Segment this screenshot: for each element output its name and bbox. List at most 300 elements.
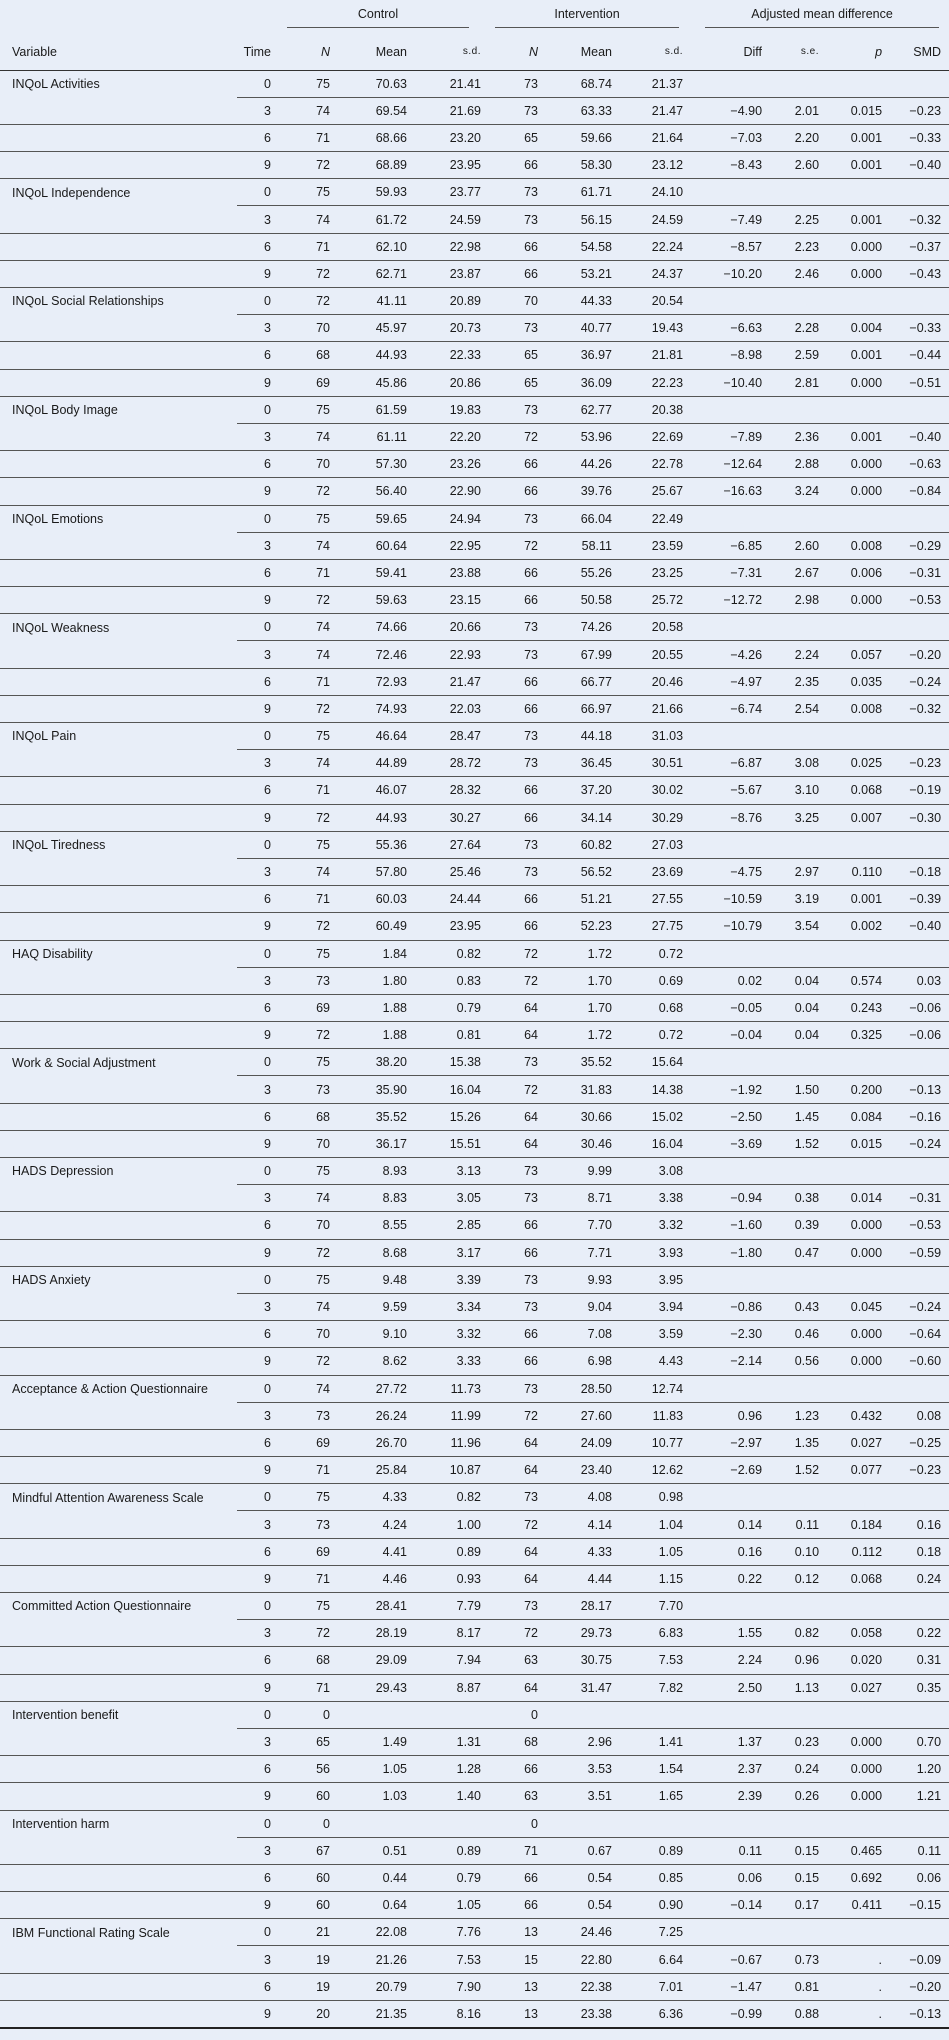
cell-diff: −6.85 <box>691 532 770 559</box>
cell-intervention-n: 73 <box>489 1185 546 1212</box>
cell-smd: −0.06 <box>890 994 949 1021</box>
cell-control-mean: 59.63 <box>338 587 415 614</box>
table-row <box>0 614 949 641</box>
variable-cell-empty <box>0 695 237 722</box>
cell-control-mean: 9.59 <box>338 1293 415 1320</box>
table-row <box>0 1185 949 1212</box>
cell-control-n: 72 <box>279 587 338 614</box>
cell-intervention-sd: 0.89 <box>620 1837 691 1864</box>
cell-diff: −6.87 <box>691 750 770 777</box>
cell-intervention-n: 73 <box>489 1266 546 1293</box>
cell-control-n: 73 <box>279 967 338 994</box>
cell-intervention-n: 66 <box>489 913 546 940</box>
cell-diff: −8.43 <box>691 152 770 179</box>
cell-time: 0 <box>237 1375 279 1402</box>
cell-intervention-sd: 0.72 <box>620 1022 691 1049</box>
cell-control-n: 71 <box>279 777 338 804</box>
cell-p <box>827 1158 890 1185</box>
variable-cell-empty <box>0 1728 237 1755</box>
cell-control-sd: 22.90 <box>415 478 489 505</box>
cell-control-sd: 22.98 <box>415 233 489 260</box>
cell-intervention-mean: 4.08 <box>546 1484 620 1511</box>
cell-se: 2.24 <box>770 641 827 668</box>
variable-cell-empty <box>0 1674 237 1701</box>
table-row <box>0 396 949 423</box>
cell-intervention-mean: 36.09 <box>546 369 620 396</box>
cell-intervention-sd: 27.55 <box>620 886 691 913</box>
cell-intervention-n: 64 <box>489 1538 546 1565</box>
cell-control-sd: 1.05 <box>415 1892 489 1919</box>
cell-se <box>770 1049 827 1076</box>
cell-control-sd: 3.13 <box>415 1158 489 1185</box>
cell-control-mean: 21.35 <box>338 2000 415 2027</box>
variable-name: HAQ Disability <box>12 946 93 961</box>
table-row <box>0 886 949 913</box>
cell-control-n: 75 <box>279 1266 338 1293</box>
cell-smd: −0.23 <box>890 1457 949 1484</box>
cell-control-sd: 19.83 <box>415 396 489 423</box>
table-row <box>0 423 949 450</box>
cell-smd: −0.33 <box>890 124 949 151</box>
cell-intervention-sd: 23.69 <box>620 858 691 885</box>
cell-diff: 2.24 <box>691 1647 770 1674</box>
cell-control-n: 69 <box>279 1538 338 1565</box>
cell-intervention-sd: 0.68 <box>620 994 691 1021</box>
cell-control-n: 74 <box>279 1293 338 1320</box>
cell-control-n: 0 <box>279 1810 338 1837</box>
cell-smd: −0.63 <box>890 451 949 478</box>
cell-diff: −5.67 <box>691 777 770 804</box>
cell-p: 0.004 <box>827 315 890 342</box>
table-row <box>0 1511 949 1538</box>
cell-se: 0.47 <box>770 1239 827 1266</box>
cell-control-n: 60 <box>279 1783 338 1810</box>
cell-se: 2.28 <box>770 315 827 342</box>
cell-diff: −7.31 <box>691 559 770 586</box>
cell-smd <box>890 1701 949 1728</box>
variable-cell-empty <box>0 1864 237 1891</box>
cell-control-mean: 56.40 <box>338 478 415 505</box>
cell-p: . <box>827 2000 890 2027</box>
cell-smd <box>890 396 949 423</box>
cell-intervention-mean: 53.96 <box>546 423 620 450</box>
cell-intervention-sd: 31.03 <box>620 723 691 750</box>
cell-se: 2.59 <box>770 342 827 369</box>
cell-diff: 2.37 <box>691 1756 770 1783</box>
variable-name: INQoL Pain <box>12 729 77 744</box>
cell-p: 0.325 <box>827 1022 890 1049</box>
cell-p: 0.008 <box>827 695 890 722</box>
cell-smd: −0.44 <box>890 342 949 369</box>
cell-se: 2.20 <box>770 124 827 151</box>
cell-time: 0 <box>237 1266 279 1293</box>
cell-smd: −0.40 <box>890 423 949 450</box>
cell-p: 0.110 <box>827 858 890 885</box>
cell-control-mean: 61.11 <box>338 423 415 450</box>
variable-cell-empty <box>0 1402 237 1429</box>
cell-control-mean: 59.41 <box>338 559 415 586</box>
cell-smd: −0.24 <box>890 1293 949 1320</box>
cell-intervention-sd: 12.62 <box>620 1457 691 1484</box>
cell-smd: −0.16 <box>890 1103 949 1130</box>
cell-diff: −7.03 <box>691 124 770 151</box>
cell-p: 0.001 <box>827 886 890 913</box>
cell-control-mean: 1.05 <box>338 1756 415 1783</box>
cell-p <box>827 614 890 641</box>
cell-diff: 0.96 <box>691 1402 770 1429</box>
cell-control-n: 67 <box>279 1837 338 1864</box>
cell-se: 1.23 <box>770 1402 827 1429</box>
cell-diff: −6.74 <box>691 695 770 722</box>
cell-p <box>827 1375 890 1402</box>
variable-cell-empty <box>0 260 237 287</box>
cell-control-n: 74 <box>279 423 338 450</box>
cell-smd: −0.19 <box>890 777 949 804</box>
cell-se: 1.35 <box>770 1429 827 1456</box>
cell-control-n: 75 <box>279 940 338 967</box>
cell-intervention-sd: 30.51 <box>620 750 691 777</box>
cell-time: 6 <box>237 124 279 151</box>
cell-p: 0.200 <box>827 1076 890 1103</box>
cell-smd: −0.31 <box>890 559 949 586</box>
variable-cell-empty <box>0 369 237 396</box>
cell-time: 0 <box>237 1049 279 1076</box>
cell-se: 0.17 <box>770 1892 827 1919</box>
cell-diff <box>691 396 770 423</box>
col-se: s.e. <box>770 34 827 70</box>
variable-cell-empty <box>0 451 237 478</box>
cell-p: 0.020 <box>827 1647 890 1674</box>
cell-smd: −0.29 <box>890 532 949 559</box>
cell-se <box>770 940 827 967</box>
cell-intervention-n: 64 <box>489 1130 546 1157</box>
cell-intervention-mean: 40.77 <box>546 315 620 342</box>
cell-control-sd: 24.59 <box>415 206 489 233</box>
cell-control-n: 75 <box>279 831 338 858</box>
cell-control-mean: 36.17 <box>338 1130 415 1157</box>
cell-control-mean: 21.26 <box>338 1946 415 1973</box>
cell-control-mean: 62.10 <box>338 233 415 260</box>
cell-intervention-n: 66 <box>489 1239 546 1266</box>
cell-p: 0.000 <box>827 1321 890 1348</box>
variable-cell-empty <box>0 1103 237 1130</box>
cell-time: 6 <box>237 1212 279 1239</box>
cell-control-mean <box>338 1810 415 1837</box>
cell-control-n: 19 <box>279 1973 338 2000</box>
cell-control-mean: 4.46 <box>338 1565 415 1592</box>
cell-control-mean <box>338 1701 415 1728</box>
cell-control-sd: 21.69 <box>415 97 489 124</box>
cell-time: 3 <box>237 967 279 994</box>
cell-intervention-n: 73 <box>489 315 546 342</box>
cell-control-mean: 61.72 <box>338 206 415 233</box>
table-row <box>0 233 949 260</box>
cell-p <box>827 1484 890 1511</box>
cell-smd <box>890 940 949 967</box>
cell-time: 6 <box>237 559 279 586</box>
cell-se: 1.13 <box>770 1674 827 1701</box>
variable-cell-empty <box>0 777 237 804</box>
table-row <box>0 342 949 369</box>
cell-control-sd <box>415 1701 489 1728</box>
cell-time: 6 <box>237 1973 279 2000</box>
cell-se: 0.96 <box>770 1647 827 1674</box>
cell-intervention-mean: 30.75 <box>546 1647 620 1674</box>
cell-control-sd: 21.47 <box>415 668 489 695</box>
cell-se: 1.52 <box>770 1457 827 1484</box>
cell-intervention-mean: 56.52 <box>546 858 620 885</box>
table-row <box>0 1402 949 1429</box>
col-control-mean: Mean <box>338 34 415 70</box>
cell-se: 0.73 <box>770 1946 827 1973</box>
cell-se: 0.82 <box>770 1620 827 1647</box>
cell-control-n: 74 <box>279 1375 338 1402</box>
cell-control-sd: 22.93 <box>415 641 489 668</box>
cell-intervention-mean: 4.33 <box>546 1538 620 1565</box>
cell-control-sd: 0.93 <box>415 1565 489 1592</box>
cell-control-mean: 0.44 <box>338 1864 415 1891</box>
cell-control-mean: 57.80 <box>338 858 415 885</box>
cell-time: 9 <box>237 1457 279 1484</box>
cell-diff <box>691 831 770 858</box>
cell-intervention-sd: 11.83 <box>620 1402 691 1429</box>
cell-control-mean: 61.59 <box>338 396 415 423</box>
cell-intervention-mean: 36.45 <box>546 750 620 777</box>
cell-p: 0.184 <box>827 1511 890 1538</box>
cell-p <box>827 1919 890 1946</box>
cell-time: 9 <box>237 804 279 831</box>
cell-diff: −12.72 <box>691 587 770 614</box>
cell-control-n: 74 <box>279 614 338 641</box>
variable-cell-empty <box>0 967 237 994</box>
cell-intervention-n: 66 <box>489 1864 546 1891</box>
table-row <box>0 1076 949 1103</box>
variable-cell-empty <box>0 1973 237 2000</box>
cell-intervention-sd: 7.01 <box>620 1973 691 2000</box>
cell-control-mean: 0.64 <box>338 1892 415 1919</box>
cell-control-n: 71 <box>279 1674 338 1701</box>
cell-time: 9 <box>237 1348 279 1375</box>
cell-smd <box>890 1593 949 1620</box>
cell-diff <box>691 723 770 750</box>
cell-control-mean: 28.41 <box>338 1593 415 1620</box>
cell-se: 2.88 <box>770 451 827 478</box>
cell-time: 6 <box>237 1429 279 1456</box>
cell-p: 0.006 <box>827 559 890 586</box>
cell-control-sd: 21.41 <box>415 70 489 97</box>
cell-control-sd: 25.46 <box>415 858 489 885</box>
table-row <box>0 1484 949 1511</box>
cell-se <box>770 1701 827 1728</box>
cell-control-sd: 7.94 <box>415 1647 489 1674</box>
cell-control-n: 72 <box>279 1239 338 1266</box>
cell-intervention-mean: 0.54 <box>546 1864 620 1891</box>
cell-se <box>770 1593 827 1620</box>
cell-control-sd: 0.82 <box>415 940 489 967</box>
cell-control-sd: 28.32 <box>415 777 489 804</box>
variable-name: IBM Functional Rating Scale <box>12 1925 170 1940</box>
cell-se: 0.04 <box>770 994 827 1021</box>
cell-control-mean: 1.88 <box>338 994 415 1021</box>
cell-intervention-n: 64 <box>489 1103 546 1130</box>
cell-control-n: 68 <box>279 342 338 369</box>
cell-intervention-mean: 58.11 <box>546 532 620 559</box>
cell-intervention-sd: 4.43 <box>620 1348 691 1375</box>
cell-control-n: 60 <box>279 1864 338 1891</box>
cell-p <box>827 396 890 423</box>
table-row <box>0 750 949 777</box>
table-row <box>0 913 949 940</box>
table-header <box>0 0 949 70</box>
cell-time: 3 <box>237 206 279 233</box>
cell-intervention-sd: 15.02 <box>620 1103 691 1130</box>
cell-time: 0 <box>237 1158 279 1185</box>
table-row <box>0 288 949 315</box>
cell-intervention-mean: 74.26 <box>546 614 620 641</box>
cell-intervention-mean: 36.97 <box>546 342 620 369</box>
cell-control-mean: 60.49 <box>338 913 415 940</box>
cell-intervention-mean: 61.71 <box>546 179 620 206</box>
cell-intervention-n: 73 <box>489 97 546 124</box>
cell-smd: 0.16 <box>890 1511 949 1538</box>
cell-control-n: 75 <box>279 1593 338 1620</box>
cell-smd: 0.08 <box>890 1402 949 1429</box>
variable-cell-empty <box>0 913 237 940</box>
cell-diff: −6.63 <box>691 315 770 342</box>
cell-intervention-sd: 20.54 <box>620 288 691 315</box>
cell-smd: 0.31 <box>890 1647 949 1674</box>
cell-control-mean: 22.08 <box>338 1919 415 1946</box>
cell-smd: −0.40 <box>890 913 949 940</box>
cell-se: 0.46 <box>770 1321 827 1348</box>
cell-smd: −0.39 <box>890 886 949 913</box>
cell-control-sd: 11.96 <box>415 1429 489 1456</box>
cell-intervention-n: 72 <box>489 1620 546 1647</box>
cell-control-mean: 44.93 <box>338 804 415 831</box>
cell-intervention-mean: 1.72 <box>546 1022 620 1049</box>
cell-diff: −10.79 <box>691 913 770 940</box>
cell-intervention-sd: 0.69 <box>620 967 691 994</box>
cell-diff: −0.05 <box>691 994 770 1021</box>
cell-intervention-sd: 1.15 <box>620 1565 691 1592</box>
cell-smd: −0.13 <box>890 1076 949 1103</box>
header-group-row <box>0 0 949 34</box>
variable-name: INQoL Weakness <box>12 620 110 635</box>
cell-control-mean: 0.51 <box>338 1837 415 1864</box>
cell-control-mean: 62.71 <box>338 260 415 287</box>
cell-time: 6 <box>237 994 279 1021</box>
variable-cell-empty <box>0 1321 237 1348</box>
cell-p <box>827 179 890 206</box>
cell-se: 0.43 <box>770 1293 827 1320</box>
cell-smd: −0.31 <box>890 1185 949 1212</box>
cell-diff: 0.16 <box>691 1538 770 1565</box>
cell-control-sd: 23.95 <box>415 913 489 940</box>
cell-intervention-sd: 16.04 <box>620 1130 691 1157</box>
cell-p: 0.027 <box>827 1674 890 1701</box>
cell-intervention-mean: 7.08 <box>546 1321 620 1348</box>
cell-smd: 0.03 <box>890 967 949 994</box>
cell-control-n: 75 <box>279 1484 338 1511</box>
cell-intervention-sd: 3.59 <box>620 1321 691 1348</box>
cell-time: 9 <box>237 695 279 722</box>
table-row <box>0 1593 949 1620</box>
cell-p: 0.001 <box>827 342 890 369</box>
cell-smd <box>890 1919 949 1946</box>
cell-intervention-mean: 44.33 <box>546 288 620 315</box>
cell-intervention-n: 65 <box>489 124 546 151</box>
cell-time: 9 <box>237 913 279 940</box>
cell-intervention-mean: 30.46 <box>546 1130 620 1157</box>
cell-intervention-sd: 22.24 <box>620 233 691 260</box>
cell-p: 0.001 <box>827 423 890 450</box>
variable-name: Intervention harm <box>12 1816 110 1831</box>
cell-smd <box>890 505 949 532</box>
cell-se: 0.15 <box>770 1864 827 1891</box>
table-row <box>0 1728 949 1755</box>
cell-diff: −7.89 <box>691 423 770 450</box>
cell-intervention-sd: 10.77 <box>620 1429 691 1456</box>
variable-cell-empty <box>0 1212 237 1239</box>
cell-time: 3 <box>237 1402 279 1429</box>
cell-p <box>827 288 890 315</box>
cell-intervention-mean: 2.96 <box>546 1728 620 1755</box>
cell-p: 0.000 <box>827 1212 890 1239</box>
cell-intervention-sd: 30.29 <box>620 804 691 831</box>
col-diff: Diff <box>691 34 770 70</box>
variable-name: INQoL Tiredness <box>12 838 106 853</box>
variable-cell-empty <box>0 1538 237 1565</box>
cell-intervention-mean: 44.18 <box>546 723 620 750</box>
cell-intervention-mean: 62.77 <box>546 396 620 423</box>
cell-se <box>770 1375 827 1402</box>
cell-se: 3.25 <box>770 804 827 831</box>
col-p: p <box>827 34 890 70</box>
variable-cell-empty <box>0 1620 237 1647</box>
cell-smd: −0.23 <box>890 750 949 777</box>
cell-control-mean: 46.64 <box>338 723 415 750</box>
cell-p <box>827 1049 890 1076</box>
table-row <box>0 260 949 287</box>
cell-intervention-mean: 30.66 <box>546 1103 620 1130</box>
variable-cell-empty <box>0 1130 237 1157</box>
cell-control-sd: 20.66 <box>415 614 489 641</box>
cell-time: 6 <box>237 1103 279 1130</box>
cell-p: 0.243 <box>827 994 890 1021</box>
cell-control-mean: 1.49 <box>338 1728 415 1755</box>
cell-time: 9 <box>237 478 279 505</box>
cell-time: 9 <box>237 2000 279 2027</box>
cell-diff <box>691 179 770 206</box>
cell-intervention-n: 15 <box>489 1946 546 1973</box>
cell-se: 2.67 <box>770 559 827 586</box>
cell-control-mean: 55.36 <box>338 831 415 858</box>
cell-control-sd: 28.47 <box>415 723 489 750</box>
cell-control-mean: 70.63 <box>338 70 415 97</box>
cell-control-sd <box>415 1810 489 1837</box>
cell-intervention-mean: 1.70 <box>546 967 620 994</box>
cell-control-sd: 22.33 <box>415 342 489 369</box>
cell-control-sd: 22.20 <box>415 423 489 450</box>
variable-cell-empty <box>0 423 237 450</box>
cell-control-sd: 20.73 <box>415 315 489 342</box>
cell-control-n: 70 <box>279 1130 338 1157</box>
cell-intervention-sd: 14.38 <box>620 1076 691 1103</box>
cell-se: 0.38 <box>770 1185 827 1212</box>
cell-control-n: 72 <box>279 260 338 287</box>
cell-diff: 0.14 <box>691 1511 770 1538</box>
cell-control-n: 75 <box>279 179 338 206</box>
